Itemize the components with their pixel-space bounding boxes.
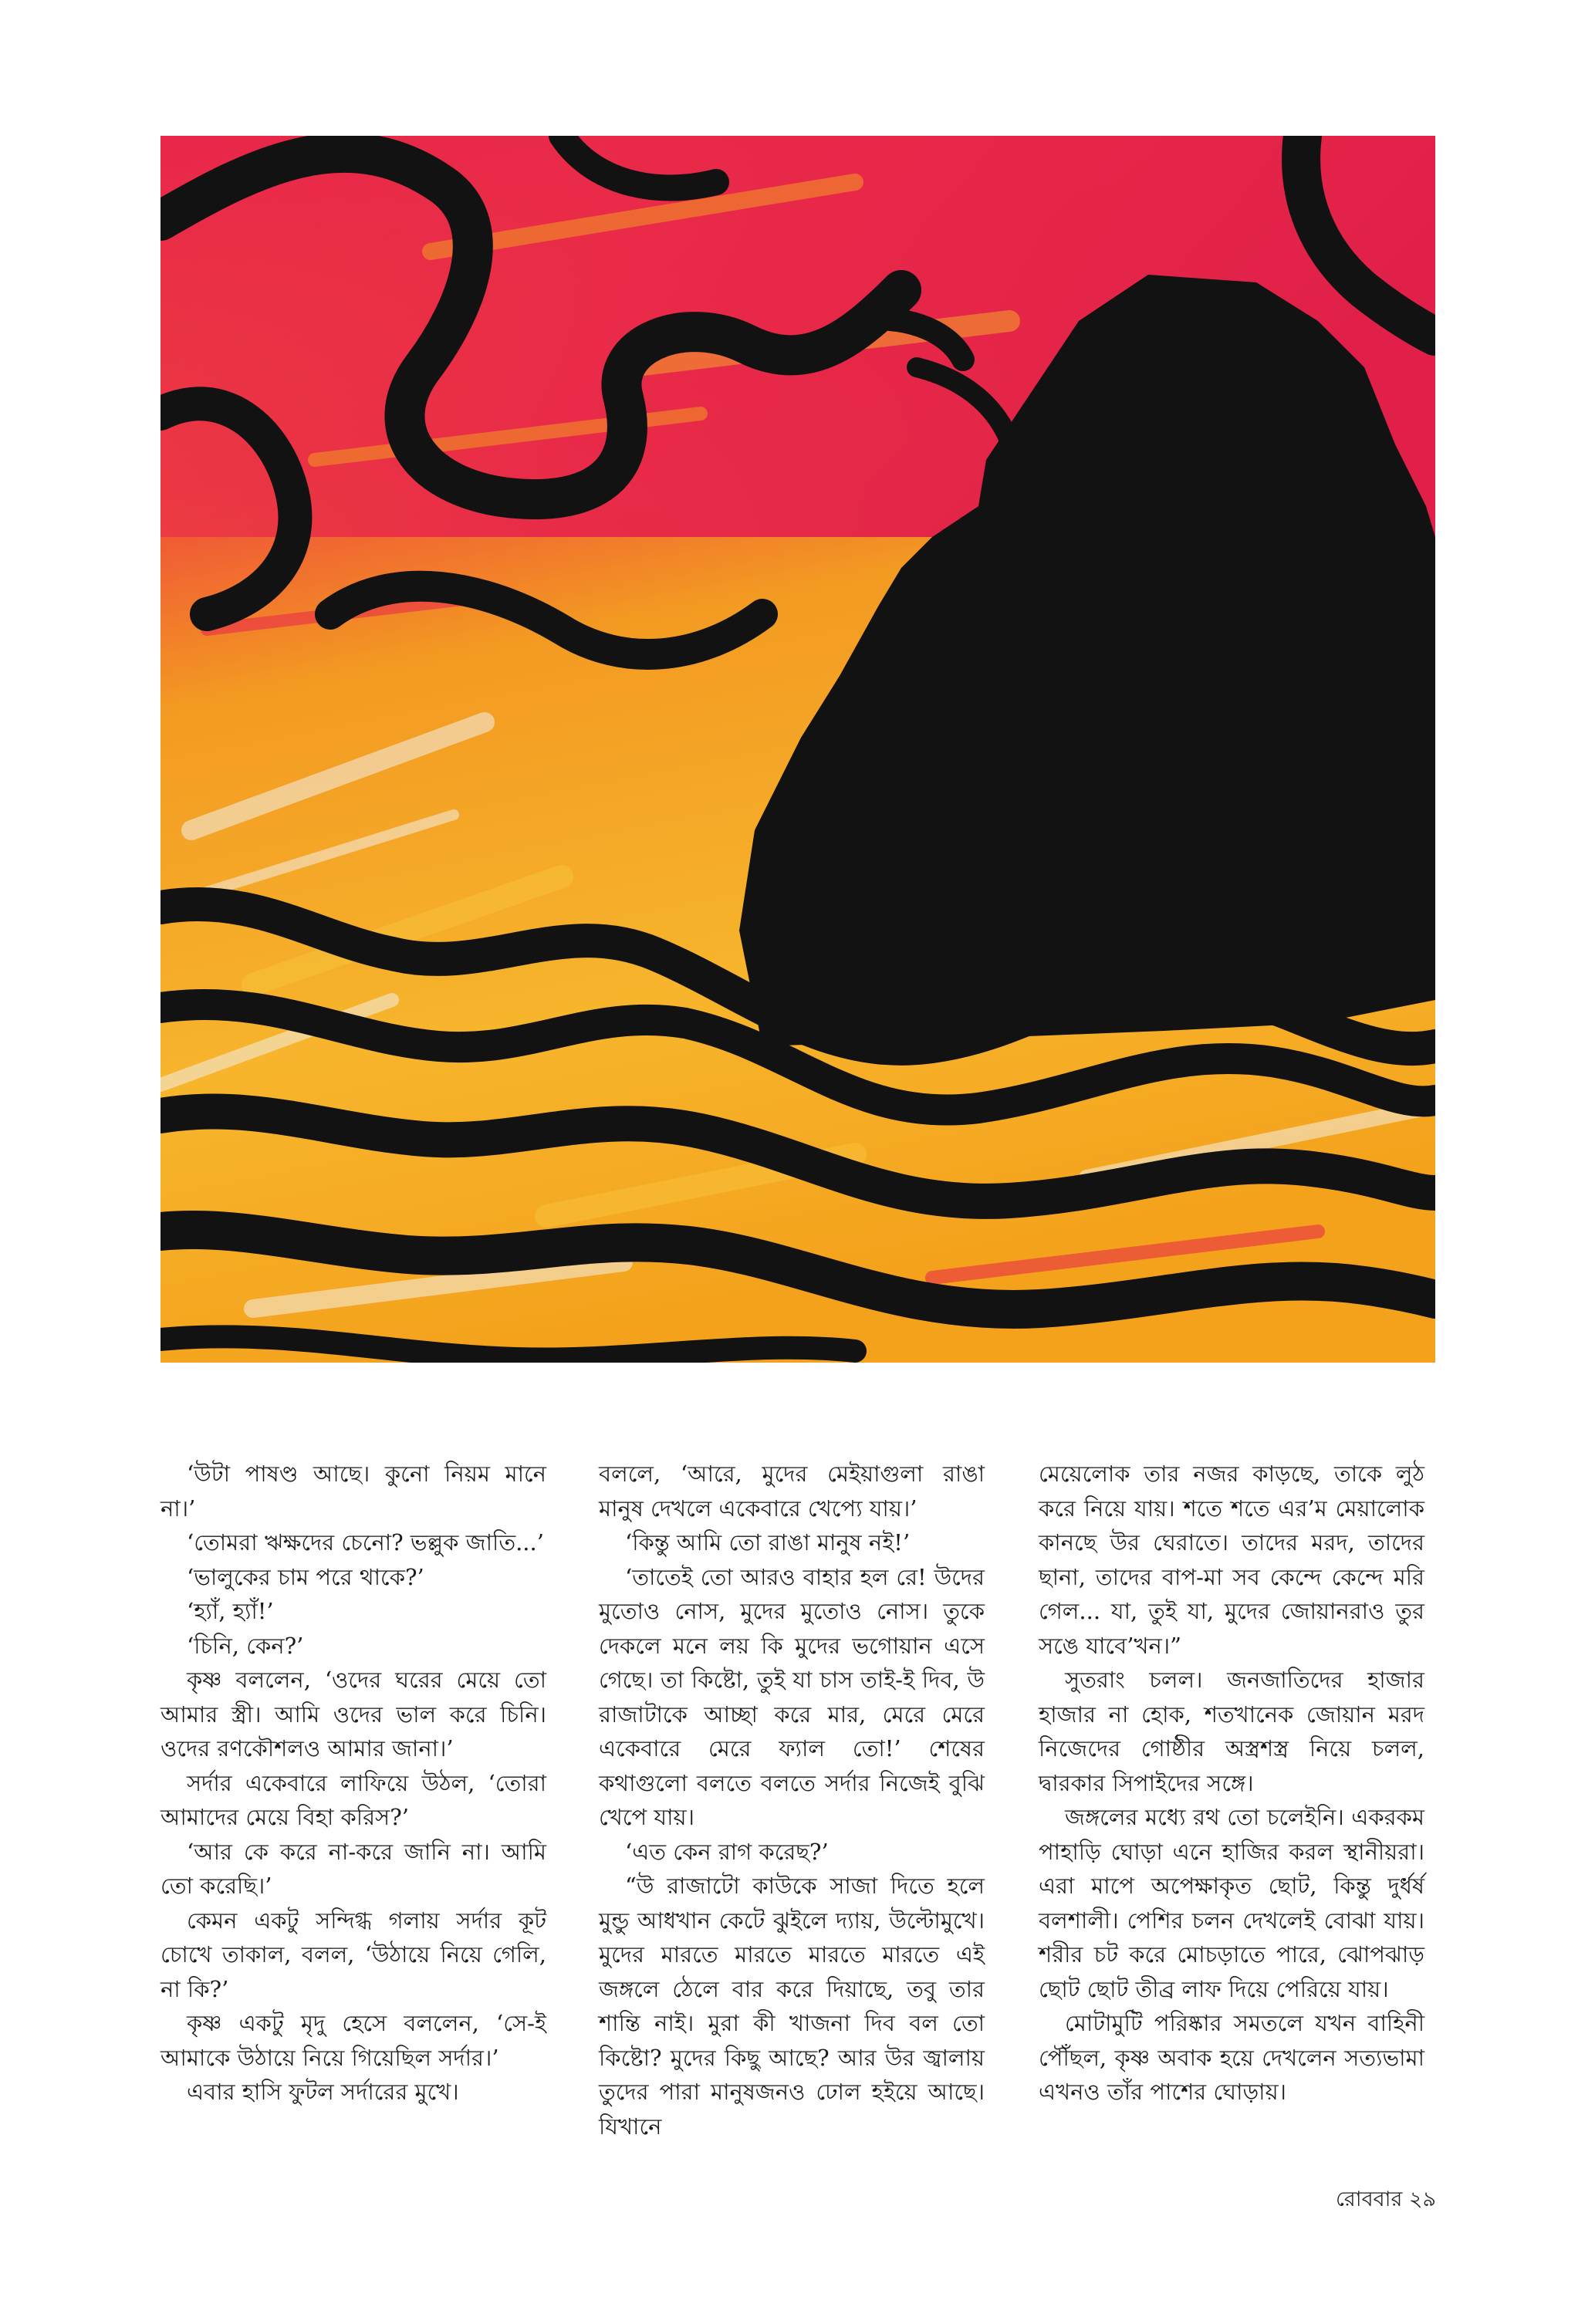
paragraph: মোটামুটি পরিষ্কার সমতলে যখন বাহিনী পৌঁছল, কৃষ্ণ অবাক হয়ে দেখলেন সত্যভামা এখনও তাঁর পাশের ঘোড়ায়।: [1039, 2010, 1424, 2105]
paragraph: কৃষ্ণ বললেন, ‘ওদের ঘরের মেয়ে তো আমার স্ত্রী। আমি ওদের ভাল করে চিনি। ওদের রণকৌশলও আমার জানা।’: [161, 1667, 546, 1762]
paragraph: ‘তাতেই তো আরও বাহার হল রে! উদের মুতোও নোস, মুদের মুতোও নোস। তুকে দেকলে মনে লয় কি মুদের ভগোয়ান এসে গেছে। তা কিষ্টো, তুই যা চাস তাই-ই দিব, উ রাজাটাকে আচ্ছা করে মার, মেরে মেরে একেবারে মেরে ফ্যাল তো!’ শেষের কথাগুলো বলতে বলতে সর্দার নিজেই বুঝি খেপে যায়।: [599, 1563, 985, 1830]
text-column-3: [1039, 1457, 1424, 2110]
paragraph: বললে, ‘আরে, মুদের মেইয়াগুলা রাঙা মানুষ দেখলে একেবারে খেপ্যে যায়।’: [599, 1461, 985, 1522]
article-columns: [161, 1457, 1435, 2151]
paragraph: “উ রাজাটো কাউকে সাজা দিতে হলে মুন্ডু আধখান কেটে ঝুইলে দ্যায়, উল্টোমুখে। মুদের মারতে মারতে মারতে মারতে এই জঙ্গলে ঠেলে বার করে দিয়াছে, তবু তার শান্তি নাই। মুরা কী খাজনা দিব বল তো কিষ্টো? মুদের কিছু আছে? আর উর জ্বালায় তুদের পারা মানুষজনও ঢোল হইয়ে আছে। যিখানে: [599, 1873, 985, 2140]
paragraph: ‘চিনি, কেন?’: [187, 1632, 304, 1659]
paper-cutout-mountain-illustration: [161, 136, 1435, 1363]
paragraph: মেয়েলোক তার নজর কাড়ছে, তাকে লুঠ করে নিয়ে যায়। শতে শতে এর’ম মেয়ালোক কানছে উর ঘেরাতে। তাদের মরদ, তাদের ছানা, তাদের বাপ-মা সব কেন্দে কেন্দে মরি গেল... যা, তুই যা, মুদের জোয়ানরাও তুর সঙে যাবে’খন।”: [1039, 1461, 1424, 1659]
paragraph: এবার হাসি ফুটল সর্দারের মুখে।: [187, 2079, 459, 2105]
paragraph: ‘ভালুকের চাম পরে থাকে?’: [187, 1563, 424, 1590]
paragraph: ‘আর কে করে না-করে জানি না। আমি তো করেছি।’: [161, 1838, 546, 1899]
paragraph: সুতরাং চলল। জনজাতিদের হাজার হাজার না হোক, শতখানেক জোয়ান মরদ নিজেদের গোষ্ঠীর অস্ত্রশস্ত্র নিয়ে চলল, দ্বারকার সিপাইদের সঙ্গে।: [1039, 1667, 1424, 1796]
paragraph: ‘উটা পাষণ্ড আছে। কুনো নিয়ম মানে না।’: [161, 1461, 546, 1522]
paragraph: কৃষ্ণ একটু মৃদু হেসে বললেন, ‘সে-ই আমাকে উঠায়ে নিয়ে গিয়েছিল সর্দার।’: [161, 2010, 546, 2071]
paragraph: সর্দার একেবারে লাফিয়ে উঠল, ‘তোরা আমাদের মেয়ে বিহা করিস?’: [161, 1769, 546, 1830]
page-footer: রোববার ২৯: [1335, 2187, 1436, 2211]
text-column-2: [599, 1457, 985, 2143]
paragraph: জঙ্গলের মধ্যে রথ তো চলেইনি। একরকম পাহাড়ি ঘোড়া এনে হাজির করল স্থানীয়রা। এরা মাপে অপেক্ষাকৃত ছোট, কিন্তু দুর্ধর্ষ বলশালী। পেশির চলন দেখলেই বোঝা যায়। শরীর চট করে মোচড়াতে পারে, ঝোপঝাড় ছোট ছোট তীব্র লাফ দিয়ে পেরিয়ে যায়।: [1039, 1804, 1424, 2002]
paragraph: ‘তোমরা ঋক্ষদের চেনো? ভল্লুক জাতি...’: [187, 1529, 544, 1556]
text-column-1: [161, 1457, 546, 2110]
illustration-artwork: [161, 136, 1435, 1363]
paragraph: ‘এত কেন রাগ করেছ?’: [625, 1838, 829, 1865]
paragraph: ‘হ্যাঁ, হ্যাঁ!’: [187, 1598, 274, 1624]
paragraph: ‘কিন্তু আমি তো রাঙা মানুষ নই!’: [625, 1529, 911, 1556]
paragraph: কেমন একটু সন্দিগ্ধ গলায় সর্দার কূট চোখে তাকাল, বলল, ‘উঠায়ে নিয়ে গেলি, না কি?’: [161, 1907, 546, 2002]
